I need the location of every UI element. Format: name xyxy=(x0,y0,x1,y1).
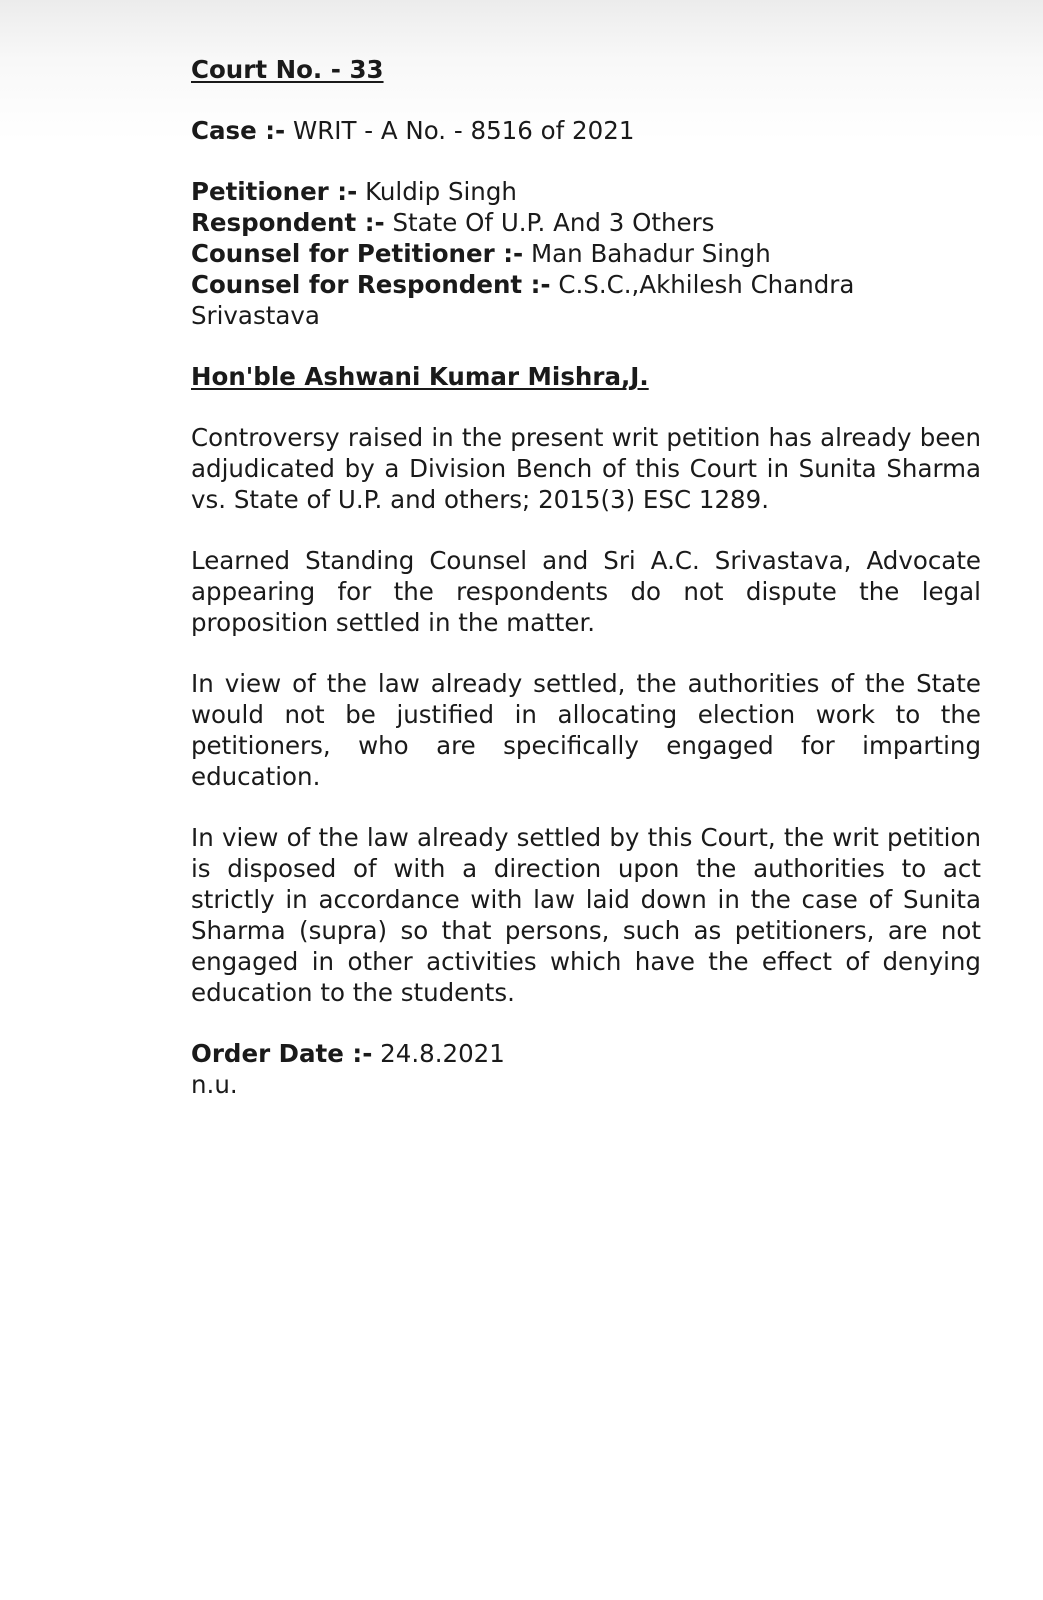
order-date-line xyxy=(191,1038,981,1069)
judge-heading: Hon'ble Ashwani Kumar Mishra,J. xyxy=(191,362,649,391)
spacer xyxy=(191,331,981,361)
order-date-label: Order Date :- xyxy=(191,1039,373,1068)
case-label: Case :- xyxy=(191,116,286,145)
spacer xyxy=(191,515,981,545)
paragraph-controversy: Controversy raised in the present writ petition has already been adjudicated by a Division Bench of this Court in Sunita Sharma vs. State of U.P. and others; 2015(3) ESC 1289. xyxy=(191,423,981,514)
respondent-value: State Of U.P. And 3 Others xyxy=(392,208,715,237)
paragraph-law-settled: In view of the law already settled, the authorities of the State would not be justified in allocating election work to the petitioners, who are specifically engaged for imparting education. xyxy=(191,669,981,791)
counsel-petitioner-label: Counsel for Petitioner :- xyxy=(191,239,524,268)
petitioner-label: Petitioner :- xyxy=(191,177,358,206)
case-value: WRIT - A No. - 8516 of 2021 xyxy=(293,116,635,145)
counsel-respondent-label: Counsel for Respondent :- xyxy=(191,270,551,299)
petitioner-line xyxy=(191,176,981,207)
judgment-document xyxy=(191,54,981,1100)
spacer xyxy=(191,146,981,176)
spacer xyxy=(191,1008,981,1038)
respondent-label: Respondent :- xyxy=(191,208,385,237)
case-line xyxy=(191,115,981,146)
spacer xyxy=(191,85,981,115)
order-initials: n.u. xyxy=(191,1070,238,1099)
respondent-line xyxy=(191,207,981,238)
spacer xyxy=(191,792,981,822)
counsel-petitioner-value: Man Bahadur Singh xyxy=(530,239,771,268)
counsel-respondent-line xyxy=(191,269,981,331)
spacer xyxy=(191,392,981,422)
paragraph-standing-counsel: Learned Standing Counsel and Sri A.C. Srivastava, Advocate appearing for the respondents do not dispute the legal proposition settled in the matter. xyxy=(191,546,981,637)
spacer xyxy=(191,638,981,668)
paragraph-direction: In view of the law already settled by this Court, the writ petition is disposed of with a direction upon the authorities to act strictly in accordance with law laid down in the case of Sunita Sharma (supra) so that persons, such as petitioners, are not engaged in other activities which have the effect of denying education to the students. xyxy=(191,823,981,1007)
court-number-heading: Court No. - 33 xyxy=(191,55,384,84)
counsel-petitioner-line xyxy=(191,238,981,269)
counsel-respondent-value: C.S.C.,Akhilesh Chandra Srivastava xyxy=(191,270,855,330)
order-date-value: 24.8.2021 xyxy=(380,1039,505,1068)
petitioner-value: Kuldip Singh xyxy=(365,177,517,206)
